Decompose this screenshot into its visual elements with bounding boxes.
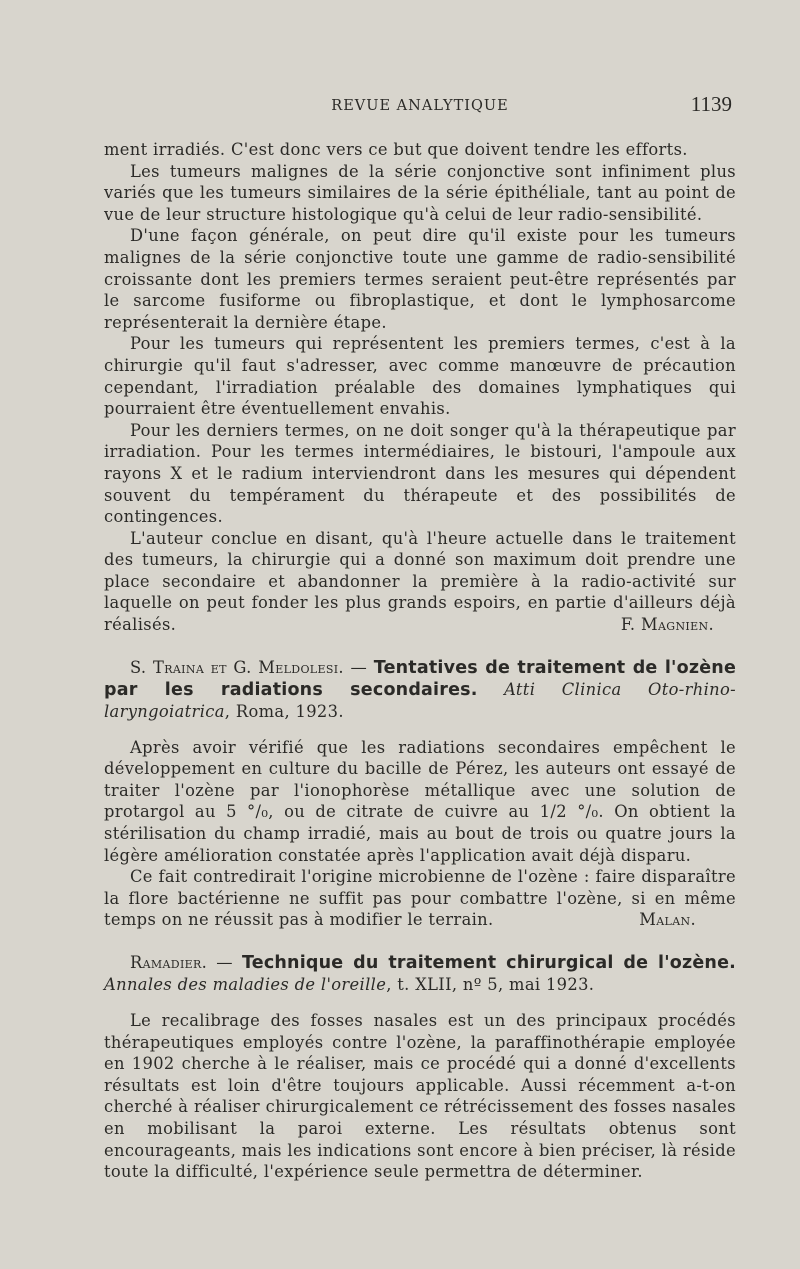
heading-dash: —	[343, 657, 374, 677]
heading-dash: —	[207, 953, 242, 972]
publication-details: , Roma, 1923.	[224, 701, 344, 721]
paragraph-text: L'auteur conclue en disant, qu'à l'heure actuelle dans le traitement des tumeurs, la chirurgie qui a donné son maximum doit prendre une place secondaire et abandonner la première à la radio-activité sur laquelle on peut fonder les plus grands espoirs, en partie d'ailleurs déjà réalisés.	[104, 528, 736, 635]
paragraph-text: Ce fait contredirait l'origine microbienne de l'ozène : faire disparaître la flore bactérienne ne suffit pas pour combattre l'ozène, si en même temps on ne réussit pas à modifier le terrain.	[104, 867, 736, 930]
paragraph: Le recalibrage des fosses nasales est un des principaux procédés thérapeutiques employés contre l'ozène, la paraffinothérapie employée en 1902 cherche à le réaliser, mais ce procédé qui a donné d'excellents résultats est loin d'être toujours applicable. Aussi récemment a-t-on cherché à réaliser chirurgicalement ce rétrécissement des fosses nasales en mobilisant la paroi externe. Les résultats obtenus sont encourageants, mais les indications sont encore à bien préciser, là réside toute la difficulté, l'expérience seule permettra de déterminer.	[104, 1011, 736, 1182]
journal-name: Atti Clinica Oto-rhino-laryngoiatrica	[104, 679, 736, 721]
page-body	[104, 139, 736, 1183]
page-header	[100, 92, 740, 118]
paragraph: Après avoir vérifié que les radiations secondaires empêchent le développement en culture du bacille de Pérez, les auteurs ont essayé de traiter l'ozène par l'ionophorèse métallique avec une solution de protargol au 5 °/₀, ou de citrate de cuivre au 1/2 °/₀. On obtient la stérilisation du champ irradié, mais au bout de trois ou quatre jours la légère amélioration constatée après l'application avait déjà disparu.	[104, 737, 736, 865]
running-head: REVUE ANALYTIQUE	[331, 98, 509, 114]
paragraph: Pour les derniers termes, on ne doit songer qu'à la thérapeutique par irradiation. Pour les termes intermédiaires, le bistouri, l'ampoule aux rayons X et le radium interviendront dans les mesures qui dépendent souvent du tempérament du thérapeute et des possibilités de contingences.	[104, 420, 736, 527]
paragraph: D'une façon générale, on peut dire qu'il existe pour les tumeurs malignes de la série conjonctive toute une gamme de radio-sensibilité croissante dont les premiers termes seraient peut-être représentés par le sarcome fusiforme ou fibroplastique, et dont le lymphosarcome représenterait la dernière étape.	[104, 226, 736, 332]
reviewer-signature: Malan.	[639, 910, 696, 930]
entry-heading	[104, 952, 736, 996]
paragraph: Les tumeurs malignes de la série conjonctive sont infiniment plus variés que les tumeurs similaires de la série épithéliale, tant au point de vue de leur structure histologique qu'à celui de leur radio-sensibilité.	[104, 161, 736, 224]
paragraph: Pour les tumeurs qui représentent les premiers termes, c'est à la chirurgie qu'il faut s'adresser, avec comme manœuvre de précaution cependant, l'irradiation préalable des domaines lymphatiques qui pourraient être éventuellement envahis.	[104, 334, 736, 419]
entry-authors: S. Traina et G. Meldolesi.	[130, 657, 344, 677]
entry-authors: Ramadier.	[130, 953, 208, 972]
entry-title: Tentatives de traitement de l'ozène par les radiations secondaires.	[104, 657, 737, 700]
reviewer-signature: F. Magnien.	[620, 615, 714, 635]
signature-line	[104, 614, 736, 636]
entry-heading	[104, 657, 736, 723]
entry-title: Technique du traitement chirurgical de l'ozène.	[241, 953, 737, 973]
publication-details: , t. XLII, nº 5, mai 1923.	[386, 975, 595, 994]
paragraph: ment irradiés. C'est donc vers ce but que doivent tendre les efforts.	[104, 140, 688, 159]
journal-name: Annales des maladies de l'oreille	[104, 975, 387, 994]
page-number: 1139	[690, 92, 732, 116]
